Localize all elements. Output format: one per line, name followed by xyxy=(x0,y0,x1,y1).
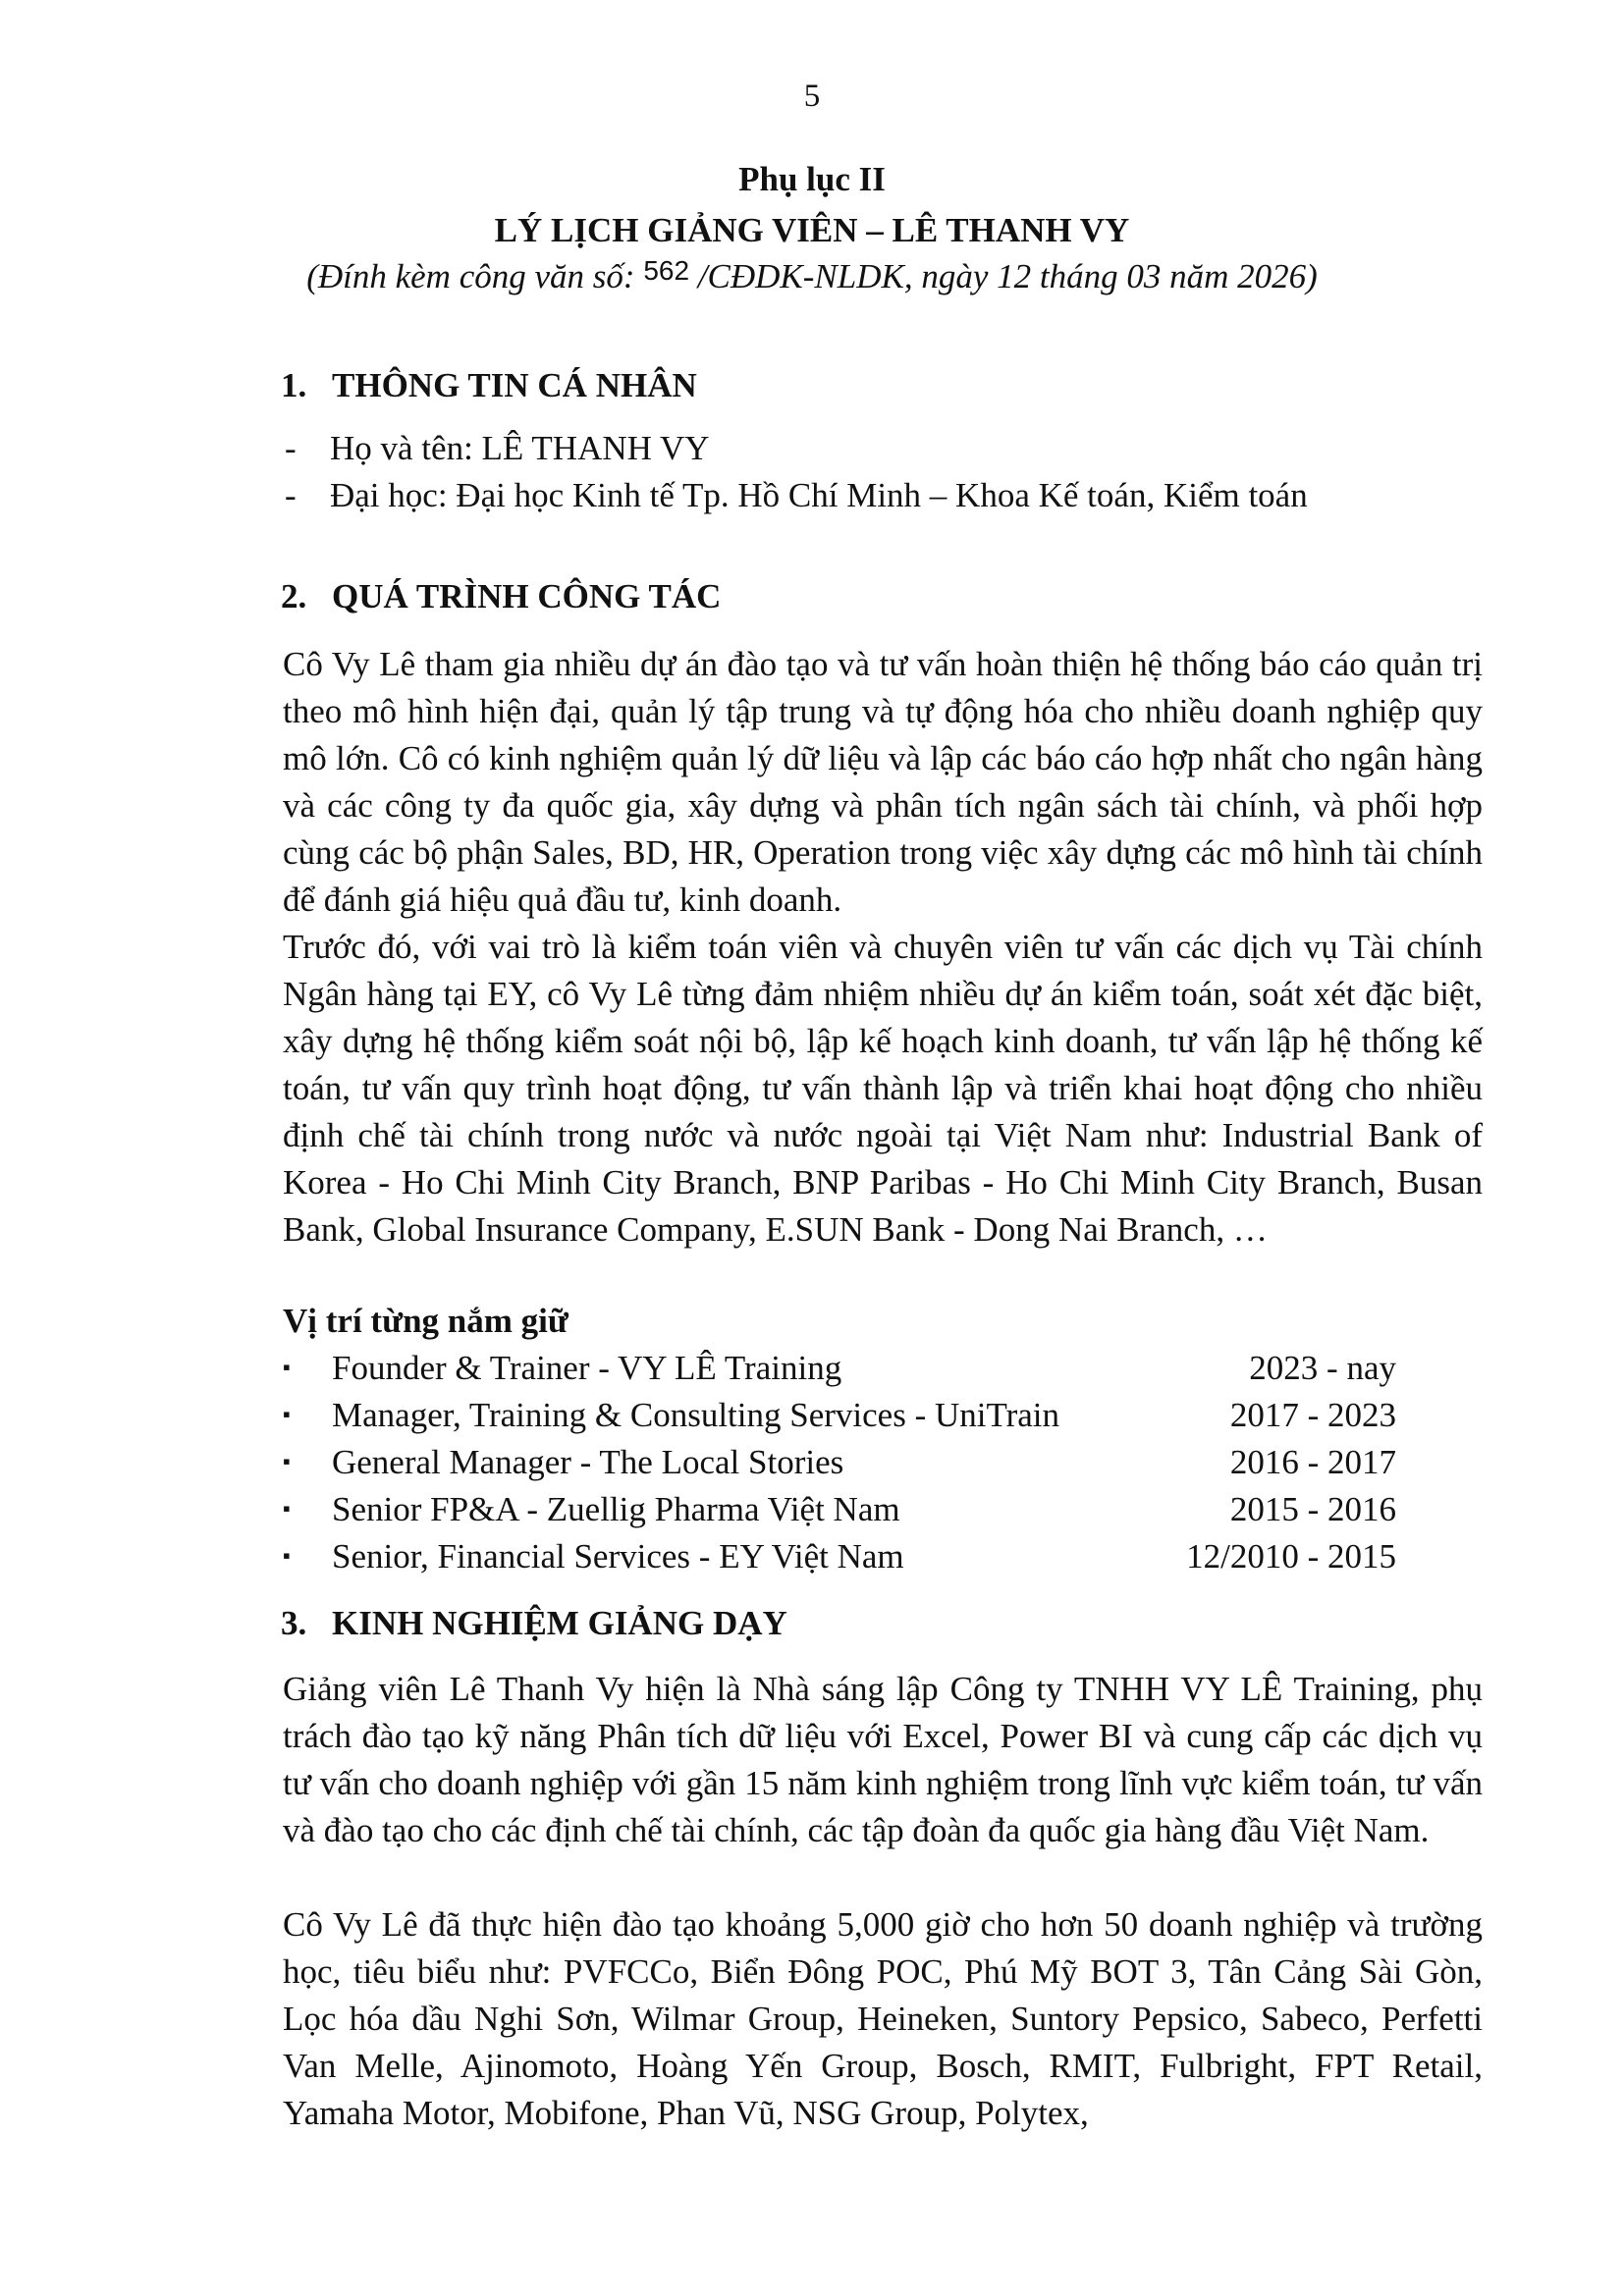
positions-heading: Vị trí từng nắm giữ xyxy=(283,1302,568,1340)
position-item xyxy=(283,1443,1396,1490)
position-years: 2015 - 2016 xyxy=(1229,1490,1396,1528)
bullet-icon: ▪ xyxy=(283,1496,291,1521)
bullet-icon: ▪ xyxy=(283,1402,291,1426)
position-title: General Manager - The Local Stories xyxy=(332,1443,844,1481)
personal-info-university: - Đại học: Đại học Kinh tế Tp. Hồ Chí Minh – Khoa Kế toán, Kiểm toán xyxy=(285,476,1308,514)
attachment-number: 562 xyxy=(643,255,690,286)
attachment-prefix: (Đính kèm công văn số: xyxy=(306,257,644,295)
position-title: Senior FP&A - Zuellig Pharma Việt Nam xyxy=(332,1490,900,1528)
teaching-paragraph-1: Giảng viên Lê Thanh Vy hiện là Nhà sáng lập Công ty TNHH VY LÊ Training, phụ trách đào tạo kỹ năng Phân tích dữ liệu với Excel, Power BI và cung cấp các dịch vụ tư vấn cho doanh nghiệp với gần 15 năm kinh nghiệm trong lĩnh vực kiểm toán, tư vấn và đào tạo cho các định chế tài chính, các tập đoàn đa quốc gia hàng đầu Việt Nam. xyxy=(283,1670,1483,1849)
personal-info-name-text: Họ và tên: LÊ THANH VY xyxy=(330,429,710,467)
position-item xyxy=(283,1490,1396,1537)
position-item xyxy=(283,1349,1396,1396)
position-years: 2016 - 2017 xyxy=(1229,1443,1396,1481)
bullet-icon: ▪ xyxy=(283,1355,291,1379)
section-2-heading xyxy=(281,577,721,616)
position-item xyxy=(283,1396,1396,1443)
section-3-heading xyxy=(281,1604,787,1643)
position-title: Senior, Financial Services - EY Việt Nam xyxy=(332,1537,904,1575)
position-years: 12/2010 - 2015 xyxy=(1186,1537,1396,1575)
section-3-title: KINH NGHIỆM GIẢNG DẠY xyxy=(332,1604,787,1642)
teaching-paragraph-2: Cô Vy Lê đã thực hiện đào tạo khoảng 5,000 giờ cho hơn 50 doanh nghiệp và trường học, tiêu biểu như: PVFCCo, Biển Đông POC, Phú Mỹ BOT 3, Tân Cảng Sài Gòn, Lọc hóa dầu Nghi Sơn, Wilmar Group, Heineken, Suntory Pepsico, Sabeco, Perfetti Van Melle, Ajinomoto, Hoàng Yến Group, Bosch, RMIT, Fulbright, FPT Retail, Yamaha Motor, Mobifone, Phan Vũ, NSG Group, Polytex, xyxy=(283,1905,1483,2132)
work-history-paragraph-1: Cô Vy Lê tham gia nhiều dự án đào tạo và tư vấn hoàn thiện hệ thống báo cáo quản trị theo mô hình hiện đại, quản lý tập trung và tự động hóa cho nhiều doanh nghiệp quy mô lớn. Cô có kinh nghiệm quản lý dữ liệu và lập các báo cáo hợp nhất cho ngân hàng và các công ty đa quốc gia, xây dựng và phân tích ngân sách tài chính, và phối hợp cùng các bộ phận Sales, BD, HR, Operation trong việc xây dựng các mô hình tài chính để đánh giá hiệu quả đầu tư, kinh doanh. xyxy=(283,645,1483,919)
section-1-heading xyxy=(281,366,697,405)
appendix-label: Phụ lục II xyxy=(738,160,886,198)
bullet-icon: ▪ xyxy=(283,1543,291,1568)
attachment-suffix: /CĐDK-NLDK, ngày 12 tháng 03 năm 2026) xyxy=(689,257,1318,295)
section-2-title: QUÁ TRÌNH CÔNG TÁC xyxy=(332,577,722,615)
document-title: LÝ LỊCH GIẢNG VIÊN – LÊ THANH VY xyxy=(494,211,1130,249)
bullet-icon: ▪ xyxy=(283,1449,291,1473)
section-1-title: THÔNG TIN CÁ NHÂN xyxy=(332,366,697,404)
attachment-note xyxy=(0,257,1624,296)
page-number: 5 xyxy=(803,79,821,114)
work-history-paragraph-2: Trước đó, với vai trò là kiểm toán viên và chuyên viên tư vấn các dịch vụ Tài chính Ngân hàng tại EY, cô Vy Lê từng đảm nhiệm nhiều dự án kiểm toán, soát xét đặc biệt, xây dựng hệ thống kiểm soát nội bộ, lập kế hoạch kinh doanh, tư vấn lập hệ thống kế toán, tư vấn quy trình hoạt động, tư vấn thành lập và triển khai hoạt động cho nhiều định chế tài chính trong nước và nước ngoài tại Việt Nam như: Industrial Bank of Korea - Ho Chi Minh City Branch, BNP Paribas - Ho Chi Minh City Branch, Busan Bank, Global Insurance Company, E.SUN Bank - Dong Nai Branch, … xyxy=(283,928,1483,1249)
section-3-number: 3. xyxy=(281,1604,307,1642)
section-1-number: 1. xyxy=(281,366,307,404)
personal-info-name: - Họ và tên: LÊ THANH VY xyxy=(285,429,710,467)
position-title: Founder & Trainer - VY LÊ Training xyxy=(332,1349,842,1387)
position-item xyxy=(283,1537,1396,1584)
position-title: Manager, Training & Consulting Services - UniTrain xyxy=(332,1396,1060,1434)
position-years: 2017 - 2023 xyxy=(1229,1396,1396,1434)
position-years: 2023 - nay xyxy=(1249,1349,1396,1387)
section-2-number: 2. xyxy=(281,577,307,615)
personal-info-university-text: Đại học: Đại học Kinh tế Tp. Hồ Chí Minh – Khoa Kế toán, Kiểm toán xyxy=(330,476,1308,514)
